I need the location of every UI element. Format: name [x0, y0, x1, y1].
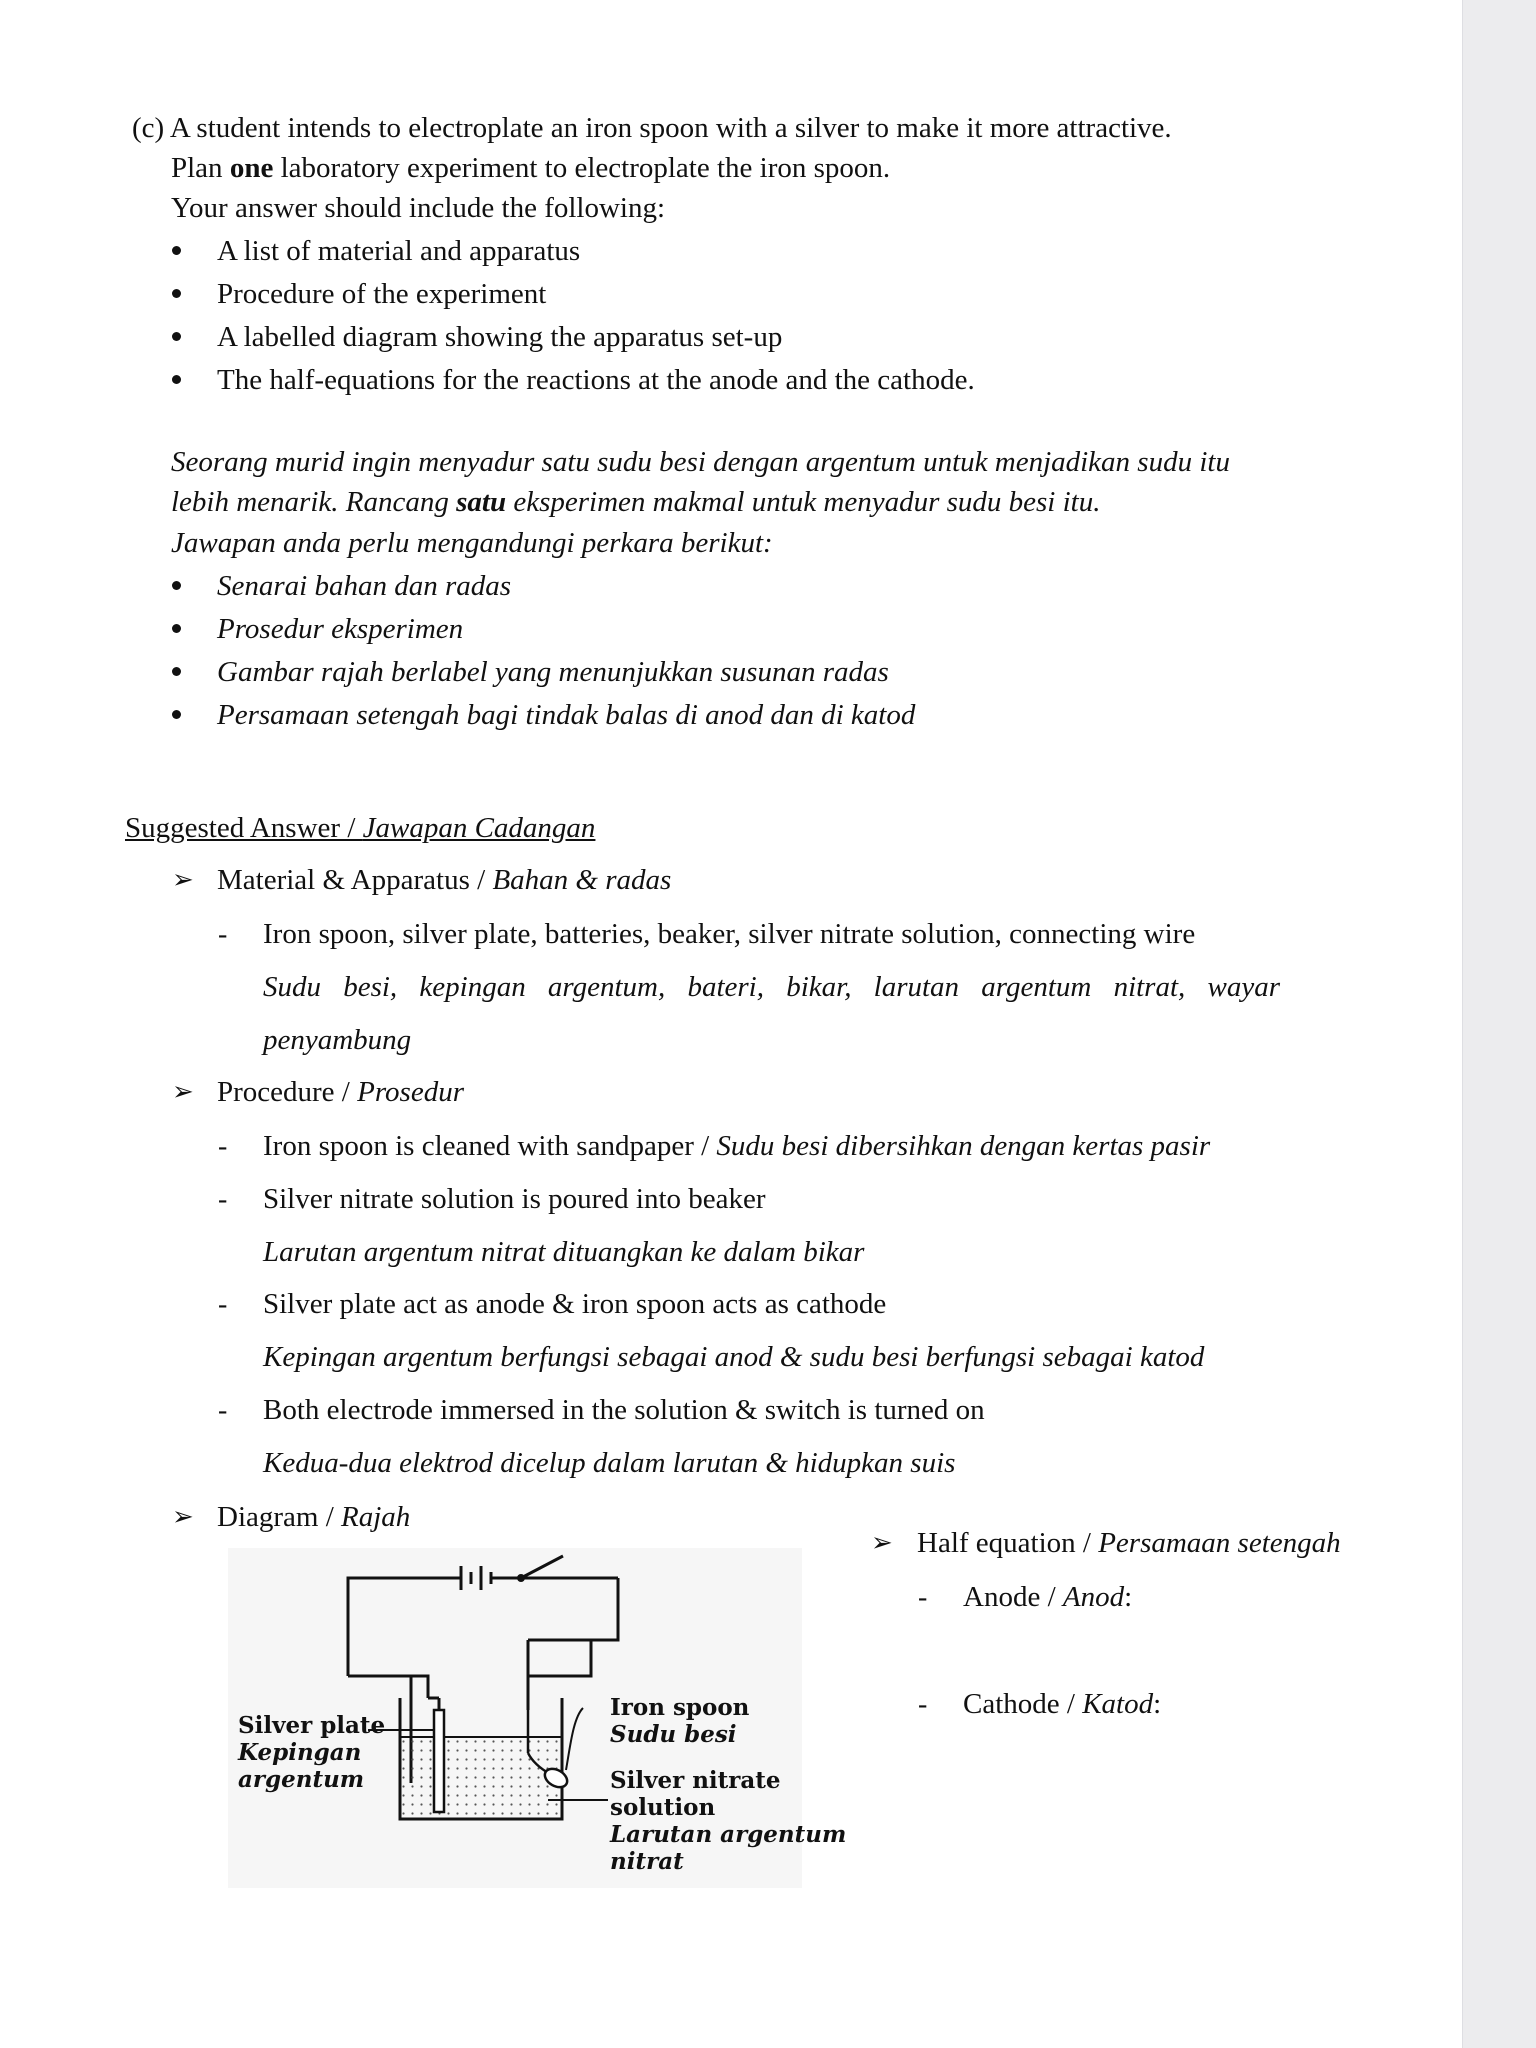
material-ms-2: penyambung	[263, 1024, 412, 1056]
soalan-bullet-2: Prosedur eksperimen	[217, 613, 464, 645]
question-bullet-3: A labelled diagram showing the apparatus set-up	[217, 321, 783, 353]
question-line-2: Plan one laboratory experiment to electroplate the iron spoon.	[171, 152, 891, 184]
label-nitrat: nitrat	[610, 1848, 684, 1875]
leader-line-iron-spoon	[566, 1708, 583, 1770]
question-line-1: (c) A student intends to electroplate an iron spoon with a silver to make it more attractive.	[132, 112, 1172, 144]
material-en: Iron spoon, silver plate, batteries, beaker, silver nitrate solution, connecting wire	[263, 918, 1196, 950]
label-argentum: argentum	[238, 1766, 365, 1793]
material-title: Material & Apparatus / Bahan & radas	[217, 864, 672, 896]
soalan-bullet-1: Senarai bahan dan radas	[217, 570, 512, 602]
dash-bullet: -	[918, 1582, 928, 1613]
arrow-bullet-icon: ➢	[172, 1502, 194, 1531]
dash-bullet: -	[218, 1131, 228, 1162]
bullet-dot	[172, 581, 181, 590]
label-silver-plate: Silver plate	[238, 1712, 386, 1739]
arrow-bullet-icon: ➢	[172, 1077, 194, 1106]
procedure-step-4-en: Both electrode immersed in the solution & switch is turned on	[263, 1394, 985, 1426]
question-bullet-2: Procedure of the experiment	[217, 278, 547, 310]
silver-nitrate-solution	[400, 1737, 562, 1819]
diagram-title: Diagram / Rajah	[217, 1501, 411, 1533]
bullet-dot	[172, 246, 181, 255]
bullet-dot	[172, 710, 181, 719]
soalan-line-3: Jawapan anda perlu mengandungi perkara berikut:	[171, 527, 773, 559]
question-line-3: Your answer should include the following:	[171, 192, 666, 224]
label-larutan-argentum: Larutan argentum	[610, 1821, 847, 1848]
page-edge-margin	[1462, 0, 1536, 2048]
half-equation-title: Half equation / Persamaan setengah	[917, 1527, 1341, 1559]
dash-bullet: -	[218, 1184, 228, 1215]
anode-label: Anode / Anod:	[963, 1581, 1133, 1613]
soalan-line-1: Seorang murid ingin menyadur satu sudu besi dengan argentum untuk menjadikan sudu itu	[171, 446, 1230, 478]
procedure-step-3-en: Silver plate act as anode & iron spoon acts as cathode	[263, 1288, 887, 1320]
soalan-bullet-4: Persamaan setengah bagi tindak balas di anod dan di katod	[217, 699, 916, 731]
question-bullet-1: A list of material and apparatus	[217, 235, 581, 267]
bullet-dot	[172, 624, 181, 633]
material-ms-1: Sudu besi, kepingan argentum, bateri, bikar, larutan argentum nitrat, wayar	[263, 971, 1280, 1003]
label-iron-spoon: Iron spoon	[610, 1694, 750, 1721]
label-silver-nitrate: Silver nitrate	[610, 1767, 781, 1794]
bullet-dot	[172, 289, 181, 298]
soalan-line-2: lebih menarik. Rancang satu eksperimen makmal untuk menyadur sudu besi itu.	[171, 486, 1101, 518]
battery-icon	[461, 1566, 521, 1590]
arrow-bullet-icon: ➢	[871, 1528, 893, 1557]
soalan-bullet-3: Gambar rajah berlabel yang menunjukkan susunan radas	[217, 656, 889, 688]
label-sudu-besi: Sudu besi	[610, 1721, 737, 1748]
arrow-bullet-icon: ➢	[172, 865, 194, 894]
procedure-step-2-ms: Larutan argentum nitrat dituangkan ke dalam bikar	[263, 1236, 865, 1268]
cathode-label: Cathode / Katod:	[963, 1688, 1162, 1720]
dash-bullet: -	[218, 1289, 228, 1320]
bullet-dot	[172, 375, 181, 384]
dash-bullet: -	[218, 1395, 228, 1426]
dash-bullet: -	[218, 919, 228, 950]
procedure-step-3-ms: Kepingan argentum berfungsi sebagai anod & sudu besi berfungsi sebagai katod	[263, 1341, 1205, 1373]
procedure-title: Procedure / Prosedur	[217, 1076, 464, 1108]
dash-bullet: -	[918, 1689, 928, 1720]
question-bullet-4: The half-equations for the reactions at the anode and the cathode.	[217, 364, 975, 396]
procedure-step-4-ms: Kedua-dua elektrod dicelup dalam larutan & hidupkan suis	[263, 1447, 956, 1479]
bullet-dot	[172, 667, 181, 676]
label-solution: solution	[610, 1794, 716, 1821]
procedure-step-2-en: Silver nitrate solution is poured into beaker	[263, 1183, 766, 1215]
silver-plate-electrode	[434, 1710, 444, 1812]
apparatus-diagram	[228, 1548, 847, 1888]
bullet-dot	[172, 332, 181, 341]
label-kepingan: Kepingan	[238, 1739, 362, 1766]
procedure-step-1: Iron spoon is cleaned with sandpaper / Sudu besi dibersihkan dengan kertas pasir	[263, 1130, 1211, 1162]
suggested-answer-heading: Suggested Answer / Jawapan Cadangan	[125, 812, 596, 844]
